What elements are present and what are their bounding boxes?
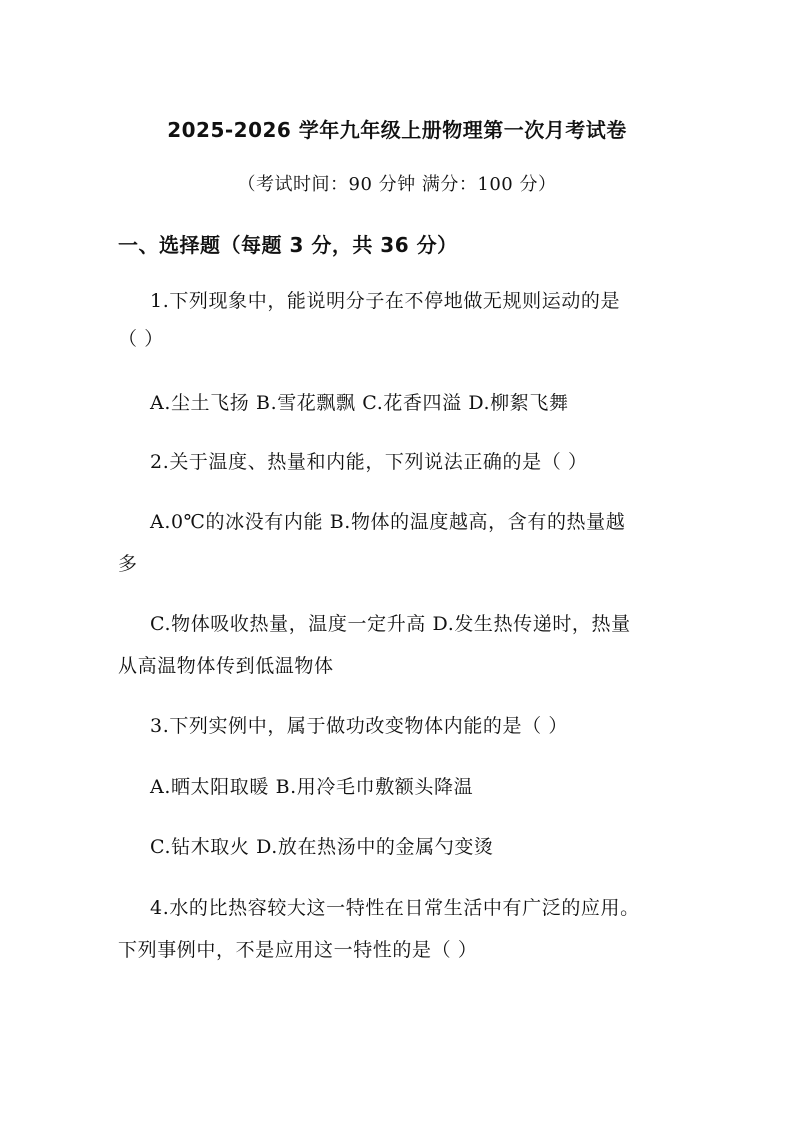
question-3-options-ab: A.晒太阳取暖 B.用冷毛巾敷额头降温 — [150, 776, 474, 798]
question-3-stem: 3.下列实例中，属于做功改变物体内能的是（ ） — [150, 715, 568, 737]
question-3-options-cd: C.钻木取火 D.放在热汤中的金属勺变烫 — [150, 836, 494, 858]
question-2-stem: 2.关于温度、热量和内能，下列说法正确的是（ ） — [150, 451, 588, 473]
question-4-stem: 4.水的比热容较大这一特性在日常生活中有广泛的应用。 — [150, 897, 640, 919]
question-1-options: A.尘土飞扬 B.雪花飘飘 C.花香四溢 D.柳絮飞舞 — [150, 392, 569, 414]
exam-subtitle: （考试时间：90 分钟 满分：100 分） — [237, 174, 557, 195]
question-1-stem-continued: （ ） — [118, 328, 164, 350]
question-2-options-ab-continued: 多 — [118, 553, 138, 575]
question-1-stem: 1.下列现象中，能说明分子在不停地做无规则运动的是 — [150, 290, 621, 312]
question-4-stem-continued: 下列事例中，不是应用这一特性的是（ ） — [118, 939, 478, 961]
question-2-options-cd: C.物体吸收热量，温度一定升高 D.发生热传递时，热量 — [150, 613, 631, 635]
exam-title: 2025-2026 学年九年级上册物理第一次月考试卷 — [167, 118, 627, 142]
question-2-options-cd-continued: 从高温物体传到低温物体 — [118, 655, 334, 677]
section-heading: 一、选择题（每题 3 分，共 36 分） — [118, 233, 458, 257]
question-2-options-ab: A.0℃的冰没有内能 B.物体的温度越高，含有的热量越 — [150, 511, 626, 533]
